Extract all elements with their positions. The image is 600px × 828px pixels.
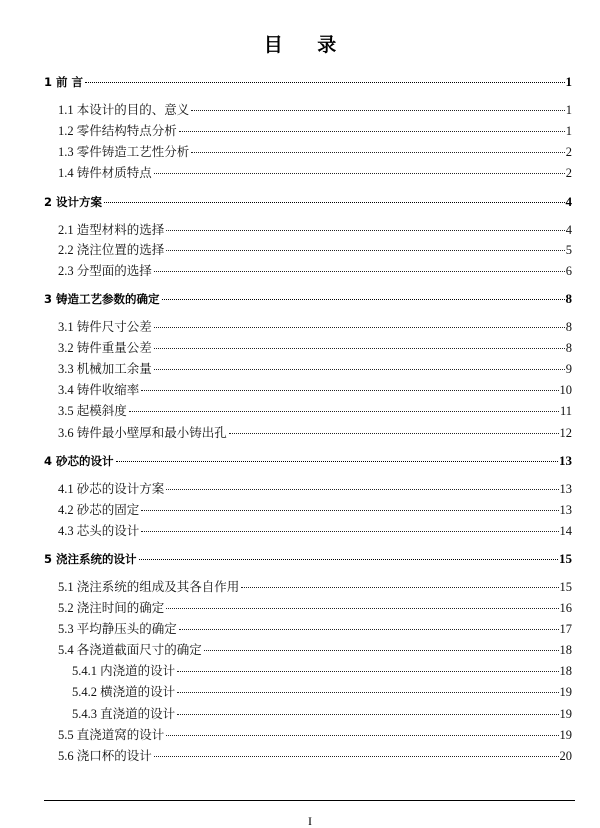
toc-entry-page: 17	[559, 622, 572, 636]
toc-entry-label: 5.4.3 直浇道的设计	[72, 707, 176, 721]
toc-entry-page: 15	[559, 551, 572, 566]
dot-leader	[177, 692, 558, 693]
dot-leader	[177, 714, 558, 715]
toc-entry-2-1[interactable]	[58, 221, 572, 239]
toc-entry-page: 2	[565, 145, 572, 159]
toc-entry-label: 1.2 零件结构特点分析	[58, 124, 177, 138]
toc-entry-label: 5.3 平均静压头的确定	[58, 622, 177, 636]
toc-entry-5-4-1[interactable]	[72, 662, 572, 680]
toc-entry-label: 1.3 零件铸造工艺性分析	[58, 145, 190, 159]
toc-entry-label: 2 设计方案	[44, 195, 103, 209]
footer-divider	[44, 800, 575, 801]
toc-entry-page: 10	[559, 383, 572, 397]
footer-page-number: I	[308, 814, 312, 828]
dot-leader	[177, 671, 558, 672]
toc-entry-chapter-5[interactable]	[44, 550, 572, 568]
toc-entry-4-3[interactable]	[58, 522, 572, 540]
dot-leader	[229, 433, 559, 434]
dot-leader	[116, 461, 558, 462]
toc-entry-page: 8	[565, 291, 572, 306]
toc-entry-label: 3.3 机械加工余量	[58, 362, 152, 376]
toc-entry-page: 20	[559, 749, 572, 763]
dot-leader	[141, 390, 558, 391]
toc-entry-page: 11	[559, 404, 572, 418]
toc-entry-chapter-4[interactable]	[44, 452, 572, 470]
dot-leader	[141, 510, 558, 511]
dot-leader	[154, 173, 565, 174]
toc-entry-3-1[interactable]	[58, 318, 572, 336]
dot-leader	[166, 230, 564, 231]
dot-leader	[129, 411, 559, 412]
toc-entry-5-5[interactable]	[58, 726, 572, 744]
dot-leader	[179, 131, 565, 132]
toc-entry-3-5[interactable]	[58, 402, 572, 420]
toc-entry-page: 9	[565, 362, 572, 376]
dot-leader	[166, 250, 564, 251]
toc-entry-page: 1	[565, 124, 572, 138]
toc-entry-3-3[interactable]	[58, 360, 572, 378]
dot-leader	[104, 202, 564, 203]
toc-entry-label: 3.5 起模斜度	[58, 404, 127, 418]
page-title: 目 录	[263, 34, 351, 56]
toc-entry-label: 5.2 浇注时间的确定	[58, 601, 165, 615]
toc-entry-label: 3.1 铸件尺寸公差	[58, 320, 152, 334]
toc-entry-page: 13	[559, 453, 572, 468]
toc-entry-5-6[interactable]	[58, 747, 572, 765]
toc-entry-label: 4 砂芯的设计	[44, 454, 114, 468]
dot-leader	[179, 629, 559, 630]
toc-entry-page: 6	[565, 264, 572, 278]
toc-entry-page: 1	[565, 74, 572, 89]
toc-entry-label: 5.5 直浇道窝的设计	[58, 728, 165, 742]
toc-entry-chapter-1[interactable]	[44, 73, 572, 91]
toc-entry-5-4-3[interactable]	[72, 705, 572, 723]
toc-entry-page: 19	[559, 685, 572, 699]
dot-leader	[139, 559, 558, 560]
dot-leader	[154, 756, 559, 757]
toc-entry-label: 5.1 浇注系统的组成及其各自作用	[58, 580, 240, 594]
toc-entry-label: 5 浇注系统的设计	[44, 552, 137, 566]
dot-leader	[154, 369, 565, 370]
toc-entry-label: 5.4.1 内浇道的设计	[72, 664, 176, 678]
toc-entry-1-4[interactable]	[58, 164, 572, 182]
toc-entry-3-4[interactable]	[58, 381, 572, 399]
toc-entry-chapter-3[interactable]	[44, 290, 572, 308]
toc-entry-page: 4	[565, 223, 572, 237]
toc-entry-2-2[interactable]	[58, 241, 572, 259]
dot-leader	[191, 152, 564, 153]
toc-entry-page: 18	[559, 664, 572, 678]
dot-leader	[154, 327, 565, 328]
toc-entry-label: 3 铸造工艺参数的确定	[44, 292, 160, 306]
toc-entry-3-2[interactable]	[58, 339, 572, 357]
toc-entry-page: 14	[559, 524, 572, 538]
toc-entry-label: 4.1 砂芯的设计方案	[58, 482, 165, 496]
toc-entry-page: 8	[565, 341, 572, 355]
toc-entry-5-1[interactable]	[58, 578, 572, 596]
toc-entry-label: 3.4 铸件收缩率	[58, 383, 140, 397]
toc-entry-1-1[interactable]	[58, 101, 572, 119]
toc-entry-page: 19	[559, 728, 572, 742]
toc-entry-chapter-2[interactable]	[44, 193, 572, 211]
toc-entry-label: 5.4 各浇道截面尺寸的确定	[58, 643, 202, 657]
toc-entry-4-1[interactable]	[58, 480, 572, 498]
toc-entry-label: 2.1 造型材料的选择	[58, 223, 165, 237]
dot-leader	[85, 82, 564, 83]
toc-entry-page: 15	[559, 580, 572, 594]
dot-leader	[141, 531, 558, 532]
toc-entry-page: 19	[559, 707, 572, 721]
toc-entry-page: 16	[559, 601, 572, 615]
toc-entry-page: 13	[559, 482, 572, 496]
toc-entry-label: 1.1 本设计的目的、意义	[58, 103, 190, 117]
toc-entry-label: 4.3 芯头的设计	[58, 524, 140, 538]
dot-leader	[241, 587, 558, 588]
dot-leader	[162, 299, 565, 300]
dot-leader	[154, 271, 565, 272]
toc-entry-5-2[interactable]	[58, 599, 572, 617]
toc-entry-label: 3.6 铸件最小壁厚和最小铸出孔	[58, 426, 227, 440]
dot-leader	[166, 489, 558, 490]
toc-entry-label: 5.6 浇口杯的设计	[58, 749, 152, 763]
toc-entry-page: 13	[559, 503, 572, 517]
dot-leader	[166, 735, 558, 736]
toc-entry-page: 18	[559, 643, 572, 657]
toc-entry-label: 2.2 浇注位置的选择	[58, 243, 165, 257]
toc-entry-page: 12	[559, 426, 572, 440]
toc-entry-page: 8	[565, 320, 572, 334]
toc-entry-4-2[interactable]	[58, 501, 572, 519]
toc-entry-page: 1	[565, 103, 572, 117]
toc-entry-page: 5	[565, 243, 572, 257]
toc-entry-1-2[interactable]	[58, 122, 572, 140]
toc-entry-label: 2.3 分型面的选择	[58, 264, 152, 278]
dot-leader	[191, 110, 564, 111]
toc-entry-page: 2	[565, 166, 572, 180]
dot-leader	[166, 608, 558, 609]
toc-entry-1-3[interactable]	[58, 143, 572, 161]
toc-entry-label: 3.2 铸件重量公差	[58, 341, 152, 355]
toc-entry-3-6[interactable]	[58, 424, 572, 442]
toc-entry-2-3[interactable]	[58, 262, 572, 280]
toc-entry-5-4[interactable]	[58, 641, 572, 659]
toc-entry-label: 4.2 砂芯的固定	[58, 503, 140, 517]
toc-entry-label: 1 前 言	[44, 75, 84, 89]
toc-entry-label: 5.4.2 横浇道的设计	[72, 685, 176, 699]
toc-entry-5-4-2[interactable]	[72, 683, 572, 701]
toc-entry-5-3[interactable]	[58, 620, 572, 638]
dot-leader	[154, 348, 565, 349]
toc-entry-page: 4	[565, 194, 572, 209]
dot-leader	[204, 650, 559, 651]
toc-entry-label: 1.4 铸件材质特点	[58, 166, 152, 180]
